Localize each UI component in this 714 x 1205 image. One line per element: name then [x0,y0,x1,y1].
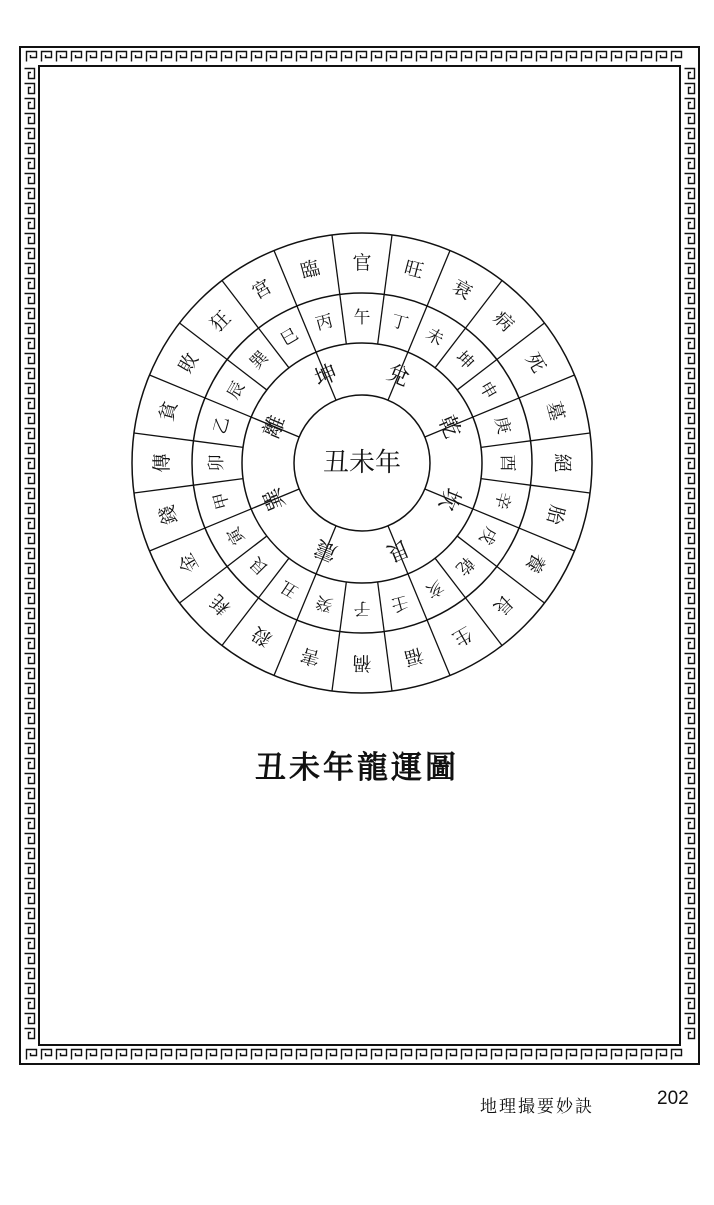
outer-divider [134,433,193,441]
outer-divider [134,485,193,493]
mountain-label: 巽 [246,347,273,374]
outer-label: 絕 [551,453,573,473]
mountain-label: 庚 [490,414,514,437]
mountain-label: 亥 [422,575,447,602]
outer-label: 狂 [206,307,236,337]
outer-label: 生 [448,621,476,651]
mountain-label: 子 [353,598,371,618]
mountain-label: 丁 [388,311,411,335]
mountain-label: 壬 [388,591,411,615]
outer-label: 胎 [542,502,569,527]
mountain-label: 寅 [223,523,250,548]
mountain-label: 坤 [451,347,478,374]
outer-divider [274,620,297,675]
page-number: 202 [657,1088,689,1109]
outer-label: 旺 [401,256,426,283]
outer-label: 衰 [448,275,476,305]
outer-label: 死 [520,349,550,377]
outer-label: 養 [520,549,550,577]
outer-label: 敗 [174,349,204,377]
mountain-divider [340,582,347,632]
mountain-divider [408,574,427,620]
trigram-label: 坤 [311,360,341,392]
mountain-label: 辛 [490,489,514,512]
outer-label: 官 [352,252,372,274]
mountain-label: 巳 [277,324,302,351]
mountain-divider [193,479,243,486]
outer-label: 貧 [155,399,182,424]
mountain-divider [481,441,531,448]
outer-label: 禍 [352,652,372,674]
outer-divider [427,620,450,675]
trigram-label: 巽 [259,484,291,514]
mountain-divider [297,306,316,352]
outer-divider [274,251,297,306]
outer-divider [332,235,340,294]
outer-divider [384,632,392,691]
mountain-divider [205,509,251,528]
mountain-label: 癸 [313,591,336,615]
mountain-label: 甲 [210,489,234,512]
trigram-label: 離 [259,412,291,442]
outer-label: 病 [488,307,518,337]
mountain-label: 乙 [210,414,234,437]
trigram-label: 乾 [433,412,465,442]
mountain-label: 丑 [277,575,302,602]
mountain-divider [297,574,316,620]
mountain-label: 戌 [474,523,501,548]
outer-divider [519,528,574,551]
outer-divider [519,375,574,398]
mountain-divider [378,582,385,632]
mountain-label: 未 [422,324,447,351]
outer-label: 耗 [206,589,236,619]
mountain-label: 艮 [246,552,273,579]
trigram-label: 震 [311,534,341,566]
trigram-label: 兌 [383,360,413,392]
mountain-divider [340,294,347,344]
mountain-divider [481,479,531,486]
outer-label: 錢 [155,502,182,527]
diagram-caption: 丑未年龍運圖 [255,750,459,786]
mountain-divider [473,509,519,528]
outer-divider [332,632,340,691]
book-title: 地理撮要妙訣 [480,1097,594,1117]
mountain-divider [473,398,519,417]
mountain-divider [193,441,243,448]
mountain-label: 丙 [313,311,336,335]
outer-divider [150,375,205,398]
outer-label: 福 [401,643,426,670]
mountain-divider [408,306,427,352]
outer-divider [427,251,450,306]
outer-label: 長 [488,589,518,619]
mountain-label: 辰 [223,378,250,403]
outer-label: 墓 [542,399,569,424]
mountain-label: 乾 [451,552,478,579]
diagram-labels [151,252,573,674]
mountain-label: 酉 [497,454,517,472]
mountain-label: 申 [474,378,501,403]
trigram-label: 坎 [433,484,465,514]
mountain-divider [205,398,251,417]
outer-label: 傳 [151,453,173,473]
outer-label: 臨 [298,256,323,283]
outer-divider [531,485,590,493]
outer-label: 宮 [248,275,276,305]
outer-label: 殺 [248,621,276,651]
outer-divider [150,528,205,551]
center-label: 丑未年 [322,448,402,478]
outer-label: 害 [298,643,323,670]
outer-label: 金 [174,549,204,577]
trigram-label: 艮 [383,534,413,566]
mountain-label: 卯 [207,454,227,472]
mountain-divider [378,294,385,344]
outer-divider [384,235,392,294]
outer-divider [531,433,590,441]
mountain-label: 午 [353,308,371,328]
